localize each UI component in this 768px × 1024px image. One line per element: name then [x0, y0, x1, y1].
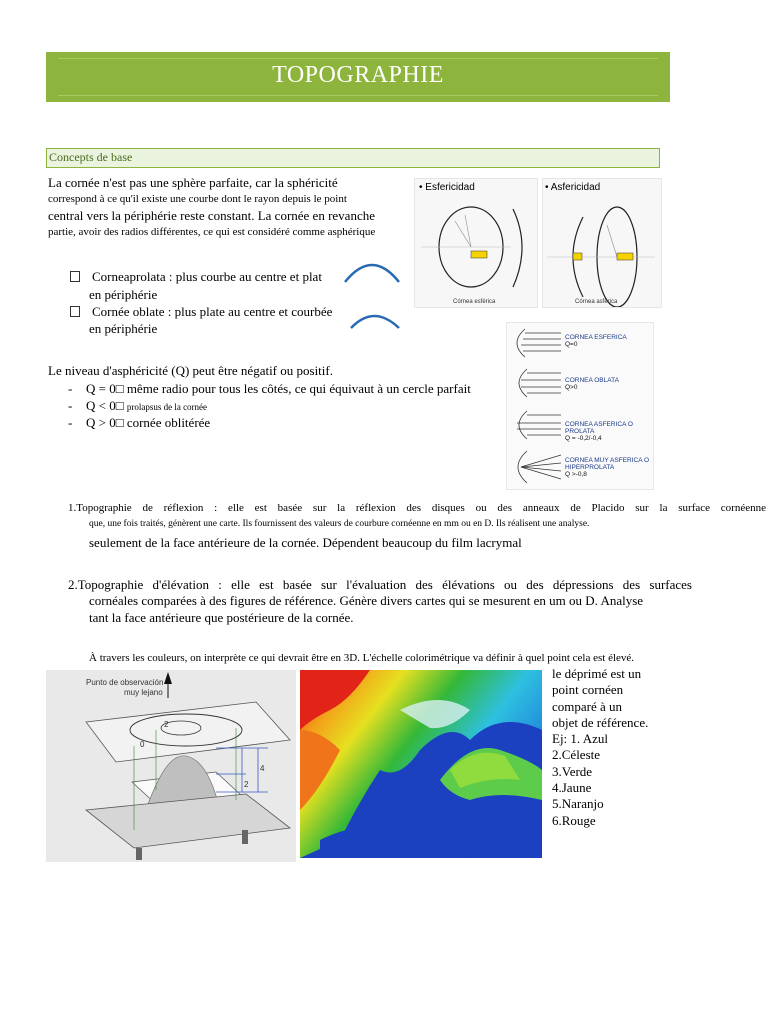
side-text-line: 5.Naranjo	[552, 796, 604, 812]
bullet-oblate-line-1: Cornée oblate : plus plate au centre et courbée	[92, 304, 333, 319]
q-item-negative: - Q < 0□ prolapsus de la cornée	[68, 398, 208, 413]
reflexion-line-3: seulement de la face antérieure de la cornée. Dépendent beaucoup du film lacrymal	[89, 535, 522, 550]
reflexion-line-2: que, une fois traités, génèrent une carte. Ils fournissent des valeurs de courbure cornéenne en mm ou en D. Ils réalisent une analyse.	[89, 519, 590, 529]
figure-sphericity-left-label: • Esfericidad	[419, 182, 475, 193]
bullet-prolata-line-2: en périphérie	[89, 287, 158, 302]
elevation-map-image	[300, 670, 542, 858]
asphere-diagram	[543, 195, 661, 307]
cornea-esferica-caption: CORNEA ESFERICA Q=0	[565, 334, 627, 348]
intro-line-4: partie, avoir des radios différentes, ce qui est considéré comme asphérique	[48, 226, 376, 238]
asphericity-intro: Le niveau d'asphéricité (Q) peut être négatif ou positif.	[48, 363, 333, 378]
bullet-oblate-line-2: en périphérie	[89, 321, 158, 336]
observation-number-4: 4	[260, 764, 265, 773]
side-text-line: le déprimé est un	[552, 666, 642, 681]
observation-diagram	[46, 670, 296, 862]
side-text-line: Ej: 1. Azul	[552, 731, 608, 747]
q-item-zero: - Q = 0□ même radio pour tous les côtés, ce qui équivaut à un cercle parfait	[68, 381, 471, 396]
section-heading-label: Concepts de base	[49, 150, 133, 164]
elevation-line-2: cornéales comparées à des figures de référence. Génère divers cartes qui se mesurent en um ou D. Analyse	[89, 593, 644, 608]
section-heading	[46, 148, 660, 168]
cornea-hiperprolata-caption: CORNEA MUY ASFERICA O HIPERPROLATA Q >-0,8	[565, 457, 650, 478]
bullet-box-icon	[70, 306, 80, 317]
cornea-prolata-caption: CORNEA ASFERICA O PROLATA Q = -0,2/-0,4	[565, 421, 633, 442]
figure-sphericity-left-caption: Córnea esférica	[453, 299, 496, 305]
bullet-box-icon	[70, 271, 80, 282]
prolate-arc-icon	[342, 254, 402, 286]
intro-line-3: central vers la périphérie reste constant. La cornée en revanche	[48, 208, 375, 223]
figure-elevation-map	[300, 670, 542, 858]
observation-label-2: muy lejano	[124, 688, 163, 697]
bullet-prolata	[70, 268, 322, 285]
colors-note: À travers les couleurs, on interprète ce qui devrait être en 3D. L'échelle colorimétrique va définir à quel point cela est élevé.	[89, 652, 635, 664]
bullet-oblate	[70, 303, 332, 320]
cornea-oblata-caption: CORNEA OBLATA Q>0	[565, 377, 619, 391]
side-text-line: comparé à un	[552, 698, 623, 714]
sphere-diagram	[415, 195, 537, 307]
side-text-line: point cornéen	[552, 682, 624, 698]
figure-sphericity-left	[414, 178, 538, 308]
side-text-line: 6.Rouge	[552, 812, 596, 828]
figure-sphericity-right-caption: Córnea asférica	[575, 299, 618, 305]
intro-line-2: correspond à ce qu'il existe une courbe dont le rayon depuis le point	[48, 193, 347, 205]
intro-line-1: La cornée n'est pas une sphère parfaite, car la sphéricité	[48, 175, 338, 190]
observation-number-2b: 2	[244, 780, 249, 789]
side-text-line: 3.Verde	[552, 763, 593, 779]
side-text-line: 4.Jaune	[552, 780, 592, 796]
figure-cornea-shapes	[506, 322, 654, 490]
oblate-arc-icon	[348, 306, 402, 332]
title-banner	[46, 52, 670, 102]
figure-sphericity-right	[542, 178, 662, 308]
bullet-prolata-line-1: Corneaprolata : plus courbe au centre et plat	[92, 269, 322, 284]
reflexion-line-1: 1.Topographie de réflexion : elle est basée sur la réflexion des disques ou des anneaux de Placido sur la surface cornéenne	[68, 502, 766, 514]
figure-observation	[46, 670, 296, 862]
side-text	[552, 666, 652, 829]
cornea-shapes-diagram	[507, 323, 563, 489]
side-text-line: objet de référence.	[552, 714, 649, 730]
observation-number-0: 0	[140, 740, 145, 749]
elevation-line-3: tant la face antérieure que postérieure de la cornée.	[89, 610, 354, 625]
figure-sphericity-right-label: • Asfericidad	[545, 182, 601, 193]
observation-number-2: 2	[164, 720, 169, 729]
observation-label-1: Punto de observación	[86, 678, 164, 687]
side-text-line: 2.Céleste	[552, 747, 601, 763]
page-title: TOPOGRAPHIE	[272, 62, 444, 88]
elevation-line-1: 2.Topographie d'élévation : elle est basée sur l'évaluation des élévations ou des dépressions des surfaces	[68, 577, 692, 592]
q-item-positive: - Q > 0□ cornée oblitérée	[68, 415, 211, 430]
